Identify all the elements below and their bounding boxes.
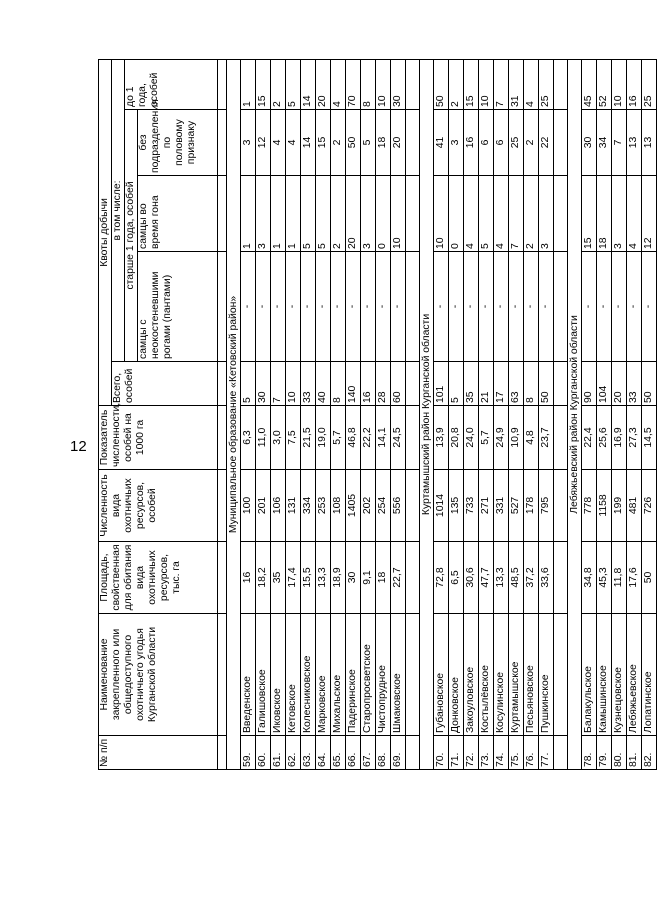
row-number-cell: 60. xyxy=(256,736,271,770)
quota-antlers-cell: - xyxy=(627,252,642,362)
quota-total-cell: 60 xyxy=(391,362,406,406)
header-young: до 1 года, особей xyxy=(125,59,218,109)
quota-total-cell: 5 xyxy=(241,362,256,406)
density-cell: 13,9 xyxy=(434,406,449,470)
table-row xyxy=(256,59,271,769)
quota-young-cell: 10 xyxy=(376,59,391,109)
page-number: 12 xyxy=(70,438,87,455)
quota-rut-cell: 20 xyxy=(346,176,361,252)
habitat-area-cell: 33,6 xyxy=(539,542,554,614)
header-older: старше 1 года, особей xyxy=(125,110,138,362)
quota-antlers-cell: - xyxy=(582,252,597,362)
habitat-area-cell: 18 xyxy=(376,542,391,614)
quota-nosex-cell: 22 xyxy=(539,110,554,176)
quota-total-cell: 17 xyxy=(494,362,509,406)
density-cell: 22,2 xyxy=(361,406,376,470)
density-cell: 3,0 xyxy=(271,406,286,470)
quota-total-cell: 20 xyxy=(612,362,627,406)
habitat-area-cell: 17,4 xyxy=(286,542,301,614)
population-count-cell: 253 xyxy=(316,470,331,542)
quota-total-cell: 40 xyxy=(316,362,331,406)
quota-nosex-cell: 6 xyxy=(494,110,509,176)
quota-total-cell: 21 xyxy=(479,362,494,406)
row-number-cell: 80. xyxy=(612,736,627,770)
quota-nosex-cell: 4 xyxy=(286,110,301,176)
quota-total-cell: 28 xyxy=(376,362,391,406)
header-total: Всего, особей xyxy=(112,362,218,406)
table-row xyxy=(434,59,449,769)
quota-antlers-cell: - xyxy=(391,252,406,362)
row-number-cell: 76. xyxy=(524,736,539,770)
hunting-quota-table xyxy=(98,59,657,770)
population-count-cell: 1014 xyxy=(434,470,449,542)
population-count-cell: 100 xyxy=(241,470,256,542)
habitat-area-cell: 30,6 xyxy=(464,542,479,614)
population-count-cell: 131 xyxy=(286,470,301,542)
quota-nosex-cell: 3 xyxy=(449,110,464,176)
area-name-cell: Песьяновское xyxy=(524,614,539,736)
table-row xyxy=(509,59,524,769)
quota-nosex-cell: 7 xyxy=(612,110,627,176)
row-number-cell: 59. xyxy=(241,736,256,770)
quota-rut-cell: 2 xyxy=(331,176,346,252)
quota-nosex-cell: 30 xyxy=(582,110,597,176)
quota-nosex-cell: 2 xyxy=(524,110,539,176)
table-row xyxy=(316,59,331,769)
table-row xyxy=(286,59,301,769)
quota-antlers-cell: - xyxy=(449,252,464,362)
header-area: Площадь, свойственная для обитания вида охотничьих ресурсов, тыс. га xyxy=(99,542,218,614)
quota-rut-cell: 1 xyxy=(271,176,286,252)
density-cell: 14,5 xyxy=(642,406,657,470)
rotated-table-container xyxy=(98,60,654,770)
quota-nosex-cell: 34 xyxy=(597,110,612,176)
population-count-cell: 108 xyxy=(331,470,346,542)
area-name-cell: Введенское xyxy=(241,614,256,736)
quota-young-cell: 2 xyxy=(449,59,464,109)
quota-nosex-cell: 18 xyxy=(376,110,391,176)
table-row xyxy=(597,59,612,769)
table-row xyxy=(479,59,494,769)
quota-antlers-cell: - xyxy=(271,252,286,362)
quota-young-cell: 4 xyxy=(524,59,539,109)
area-name-cell: Закоуловское xyxy=(464,614,479,736)
habitat-area-cell: 17,6 xyxy=(627,542,642,614)
population-count-cell: 135 xyxy=(449,470,464,542)
table-body xyxy=(227,59,657,769)
header-rut: самцы во время гона xyxy=(138,176,218,252)
table-row xyxy=(539,59,554,769)
quota-rut-cell: 0 xyxy=(376,176,391,252)
row-number-cell: 62. xyxy=(286,736,301,770)
quota-antlers-cell: - xyxy=(479,252,494,362)
quota-rut-cell: 3 xyxy=(361,176,376,252)
section-title-row xyxy=(227,59,241,769)
population-count-cell: 1158 xyxy=(597,470,612,542)
quota-total-cell: 5 xyxy=(449,362,464,406)
population-count-cell: 527 xyxy=(509,470,524,542)
quota-young-cell: 15 xyxy=(256,59,271,109)
population-count-cell: 201 xyxy=(256,470,271,542)
habitat-area-cell: 13,3 xyxy=(494,542,509,614)
table-row xyxy=(241,59,256,769)
habitat-area-cell: 45,3 xyxy=(597,542,612,614)
row-number-cell: 82. xyxy=(642,736,657,770)
density-cell: 16,9 xyxy=(612,406,627,470)
quota-total-cell: 10 xyxy=(286,362,301,406)
quota-rut-cell: 1 xyxy=(286,176,301,252)
table-header xyxy=(99,59,227,769)
quota-total-cell: 140 xyxy=(346,362,361,406)
quota-rut-cell: 18 xyxy=(597,176,612,252)
population-count-cell: 726 xyxy=(642,470,657,542)
density-cell: 14,1 xyxy=(376,406,391,470)
quota-young-cell: 25 xyxy=(539,59,554,109)
quota-young-cell: 15 xyxy=(464,59,479,109)
quota-antlers-cell: - xyxy=(434,252,449,362)
population-count-cell: 271 xyxy=(479,470,494,542)
population-count-cell: 1405 xyxy=(346,470,361,542)
habitat-area-cell: 18,2 xyxy=(256,542,271,614)
quota-nosex-cell: 12 xyxy=(256,110,271,176)
section-gap-row xyxy=(554,59,568,769)
quota-young-cell: 2 xyxy=(271,59,286,109)
density-cell: 21,5 xyxy=(301,406,316,470)
row-number-cell: 63. xyxy=(301,736,316,770)
header-quota: Квоты добычи xyxy=(99,59,112,405)
habitat-area-cell: 34,8 xyxy=(582,542,597,614)
quota-rut-cell: 3 xyxy=(612,176,627,252)
quota-antlers-cell: - xyxy=(612,252,627,362)
quota-nosex-cell: 5 xyxy=(361,110,376,176)
quota-total-cell: 8 xyxy=(524,362,539,406)
column-index-row xyxy=(218,59,227,769)
density-cell: 27,3 xyxy=(627,406,642,470)
habitat-area-cell: 72,8 xyxy=(434,542,449,614)
area-name-cell: Костылёвское xyxy=(479,614,494,736)
table-row xyxy=(642,59,657,769)
density-cell: 6,3 xyxy=(241,406,256,470)
quota-antlers-cell: - xyxy=(286,252,301,362)
quota-total-cell: 33 xyxy=(301,362,316,406)
table-row xyxy=(301,59,316,769)
row-number-cell: 73. xyxy=(479,736,494,770)
quota-rut-cell: 5 xyxy=(316,176,331,252)
population-count-cell: 254 xyxy=(376,470,391,542)
quota-antlers-cell: - xyxy=(301,252,316,362)
quota-nosex-cell: 13 xyxy=(642,110,657,176)
population-count-cell: 733 xyxy=(464,470,479,542)
quota-nosex-cell: 15 xyxy=(316,110,331,176)
density-cell: 24,9 xyxy=(494,406,509,470)
quota-nosex-cell: 20 xyxy=(391,110,406,176)
quota-young-cell: 16 xyxy=(627,59,642,109)
quota-antlers-cell: - xyxy=(464,252,479,362)
area-name-cell: Иковское xyxy=(271,614,286,736)
quota-young-cell: 10 xyxy=(479,59,494,109)
quota-nosex-cell: 2 xyxy=(331,110,346,176)
habitat-area-cell: 47,7 xyxy=(479,542,494,614)
habitat-area-cell: 18,9 xyxy=(331,542,346,614)
quota-nosex-cell: 6 xyxy=(479,110,494,176)
quota-young-cell: 20 xyxy=(316,59,331,109)
population-count-cell: 795 xyxy=(539,470,554,542)
area-name-cell: Лопатинское xyxy=(642,614,657,736)
quota-young-cell: 14 xyxy=(301,59,316,109)
row-number-cell: 74. xyxy=(494,736,509,770)
population-count-cell: 778 xyxy=(582,470,597,542)
header-no: № п/п xyxy=(99,736,218,770)
row-number-cell: 77. xyxy=(539,736,554,770)
header-density: Показатель численности, особей на 1000 га xyxy=(99,406,218,470)
area-name-cell: Донковское xyxy=(449,614,464,736)
quota-young-cell: 7 xyxy=(494,59,509,109)
quota-young-cell: 45 xyxy=(582,59,597,109)
quota-rut-cell: 4 xyxy=(464,176,479,252)
header-nosex: без подразделения по половому признаку xyxy=(138,110,218,176)
area-name-cell: Губановское xyxy=(434,614,449,736)
quota-total-cell: 50 xyxy=(642,362,657,406)
area-name-cell: Камышинское xyxy=(597,614,612,736)
row-number-cell: 81. xyxy=(627,736,642,770)
quota-rut-cell: 4 xyxy=(494,176,509,252)
population-count-cell: 331 xyxy=(494,470,509,542)
quota-rut-cell: 0 xyxy=(449,176,464,252)
quota-antlers-cell: - xyxy=(361,252,376,362)
population-count-cell: 106 xyxy=(271,470,286,542)
quota-young-cell: 4 xyxy=(331,59,346,109)
table-row xyxy=(271,59,286,769)
habitat-area-cell: 15,5 xyxy=(301,542,316,614)
quota-antlers-cell: - xyxy=(524,252,539,362)
habitat-area-cell: 50 xyxy=(642,542,657,614)
quota-antlers-cell: - xyxy=(539,252,554,362)
section-title-row xyxy=(568,59,582,769)
quota-antlers-cell: - xyxy=(509,252,524,362)
habitat-area-cell: 11,8 xyxy=(612,542,627,614)
quota-rut-cell: 15 xyxy=(582,176,597,252)
quota-total-cell: 101 xyxy=(434,362,449,406)
area-name-cell: Балакульское xyxy=(582,614,597,736)
population-count-cell: 199 xyxy=(612,470,627,542)
area-name-cell: Михальское xyxy=(331,614,346,736)
row-number-cell: 66. xyxy=(346,736,361,770)
quota-young-cell: 10 xyxy=(612,59,627,109)
density-cell: 23,7 xyxy=(539,406,554,470)
quota-total-cell: 30 xyxy=(256,362,271,406)
quota-total-cell: 63 xyxy=(509,362,524,406)
row-number-cell: 70. xyxy=(434,736,449,770)
quota-nosex-cell: 14 xyxy=(301,110,316,176)
quota-young-cell: 31 xyxy=(509,59,524,109)
header-name: Наименование закрепленного или общедоступного охотничьего угодья Курганской области xyxy=(99,614,218,736)
habitat-area-cell: 13,3 xyxy=(316,542,331,614)
table-row xyxy=(494,59,509,769)
density-cell: 24,0 xyxy=(464,406,479,470)
quota-total-cell: 50 xyxy=(539,362,554,406)
quota-antlers-cell: - xyxy=(316,252,331,362)
quota-total-cell: 33 xyxy=(627,362,642,406)
row-number-cell: 68. xyxy=(376,736,391,770)
area-name-cell: Кетовское xyxy=(286,614,301,736)
quota-young-cell: 25 xyxy=(642,59,657,109)
quota-rut-cell: 2 xyxy=(524,176,539,252)
quota-antlers-cell: - xyxy=(376,252,391,362)
section-gap-row xyxy=(406,59,420,769)
habitat-area-cell: 9,1 xyxy=(361,542,376,614)
area-name-cell: Чистопрудное xyxy=(376,614,391,736)
table-row xyxy=(331,59,346,769)
table-row xyxy=(582,59,597,769)
row-number-cell: 65. xyxy=(331,736,346,770)
area-name-cell: Старопросветское xyxy=(361,614,376,736)
quota-rut-cell: 10 xyxy=(434,176,449,252)
quota-antlers-cell: - xyxy=(346,252,361,362)
table-row xyxy=(464,59,479,769)
row-number-cell: 72. xyxy=(464,736,479,770)
quota-rut-cell: 3 xyxy=(256,176,271,252)
density-cell: 10,9 xyxy=(509,406,524,470)
section-title: Лебяжьевский район Курганской области xyxy=(568,59,582,769)
quota-total-cell: 35 xyxy=(464,362,479,406)
row-number-cell: 78. xyxy=(582,736,597,770)
area-name-cell: Косулинское xyxy=(494,614,509,736)
row-number-cell: 64. xyxy=(316,736,331,770)
density-cell: 46,8 xyxy=(346,406,361,470)
population-count-cell: 334 xyxy=(301,470,316,542)
quota-nosex-cell: 16 xyxy=(464,110,479,176)
quota-antlers-cell: - xyxy=(642,252,657,362)
quota-young-cell: 5 xyxy=(286,59,301,109)
row-number-cell: 75. xyxy=(509,736,524,770)
table-row xyxy=(627,59,642,769)
density-cell: 20,8 xyxy=(449,406,464,470)
table-row xyxy=(449,59,464,769)
header-including: в том числе: xyxy=(112,59,125,361)
density-cell: 5,7 xyxy=(331,406,346,470)
habitat-area-cell: 37,2 xyxy=(524,542,539,614)
habitat-area-cell: 16 xyxy=(241,542,256,614)
section-title: Муниципальное образование «Кетовский район» xyxy=(227,59,241,769)
quota-rut-cell: 12 xyxy=(642,176,657,252)
population-count-cell: 202 xyxy=(361,470,376,542)
area-name-cell: Падеринское xyxy=(346,614,361,736)
quota-rut-cell: 4 xyxy=(627,176,642,252)
quota-nosex-cell: 50 xyxy=(346,110,361,176)
row-number-cell: 71. xyxy=(449,736,464,770)
quota-young-cell: 70 xyxy=(346,59,361,109)
quota-antlers-cell: - xyxy=(331,252,346,362)
quota-antlers-cell: - xyxy=(241,252,256,362)
area-name-cell: Колесниковское xyxy=(301,614,316,736)
population-count-cell: 178 xyxy=(524,470,539,542)
quota-total-cell: 8 xyxy=(331,362,346,406)
quota-young-cell: 52 xyxy=(597,59,612,109)
table-row xyxy=(524,59,539,769)
habitat-area-cell: 6,5 xyxy=(449,542,464,614)
quota-total-cell: 90 xyxy=(582,362,597,406)
table-row xyxy=(391,59,406,769)
quota-antlers-cell: - xyxy=(256,252,271,362)
quota-young-cell: 1 xyxy=(241,59,256,109)
density-cell: 24,5 xyxy=(391,406,406,470)
area-name-cell: Шмаковское xyxy=(391,614,406,736)
area-name-cell: Марковское xyxy=(316,614,331,736)
quota-young-cell: 50 xyxy=(434,59,449,109)
row-number-cell: 61. xyxy=(271,736,286,770)
density-cell: 7,5 xyxy=(286,406,301,470)
table-row xyxy=(346,59,361,769)
quota-rut-cell: 3 xyxy=(539,176,554,252)
quota-nosex-cell: 4 xyxy=(271,110,286,176)
area-name-cell: Кузнецовское xyxy=(612,614,627,736)
quota-young-cell: 30 xyxy=(391,59,406,109)
table-row xyxy=(361,59,376,769)
density-cell: 19,0 xyxy=(316,406,331,470)
quota-total-cell: 16 xyxy=(361,362,376,406)
row-number-cell: 69. xyxy=(391,736,406,770)
section-title: Куртамышский район Курганской области xyxy=(420,59,434,769)
table-row xyxy=(376,59,391,769)
density-cell: 4,8 xyxy=(524,406,539,470)
area-name-cell: Галишовское xyxy=(256,614,271,736)
quota-rut-cell: 7 xyxy=(509,176,524,252)
section-title-row xyxy=(420,59,434,769)
population-count-cell: 556 xyxy=(391,470,406,542)
quota-nosex-cell: 41 xyxy=(434,110,449,176)
density-cell: 25,6 xyxy=(597,406,612,470)
quota-nosex-cell: 3 xyxy=(241,110,256,176)
quota-rut-cell: 10 xyxy=(391,176,406,252)
quota-rut-cell: 5 xyxy=(479,176,494,252)
quota-rut-cell: 1 xyxy=(241,176,256,252)
density-cell: 22,4 xyxy=(582,406,597,470)
habitat-area-cell: 22,7 xyxy=(391,542,406,614)
population-count-cell: 481 xyxy=(627,470,642,542)
row-number-cell: 67. xyxy=(361,736,376,770)
habitat-area-cell: 48,5 xyxy=(509,542,524,614)
quota-antlers-cell: - xyxy=(494,252,509,362)
habitat-area-cell: 35 xyxy=(271,542,286,614)
quota-young-cell: 8 xyxy=(361,59,376,109)
header-antlers: самцы с неокостеневшими рогами (пантами) xyxy=(138,252,218,362)
quota-nosex-cell: 13 xyxy=(627,110,642,176)
quota-rut-cell: 5 xyxy=(301,176,316,252)
quota-total-cell: 104 xyxy=(597,362,612,406)
quota-nosex-cell: 25 xyxy=(509,110,524,176)
area-name-cell: Лебяжьевское xyxy=(627,614,642,736)
header-count: Численность вида охотничьих ресурсов, особей xyxy=(99,470,218,542)
quota-total-cell: 7 xyxy=(271,362,286,406)
area-name-cell: Пушкинское xyxy=(539,614,554,736)
quota-antlers-cell: - xyxy=(597,252,612,362)
area-name-cell: Куртамышское xyxy=(509,614,524,736)
density-cell: 11,0 xyxy=(256,406,271,470)
table-row xyxy=(612,59,627,769)
density-cell: 5,7 xyxy=(479,406,494,470)
row-number-cell: 79. xyxy=(597,736,612,770)
habitat-area-cell: 30 xyxy=(346,542,361,614)
